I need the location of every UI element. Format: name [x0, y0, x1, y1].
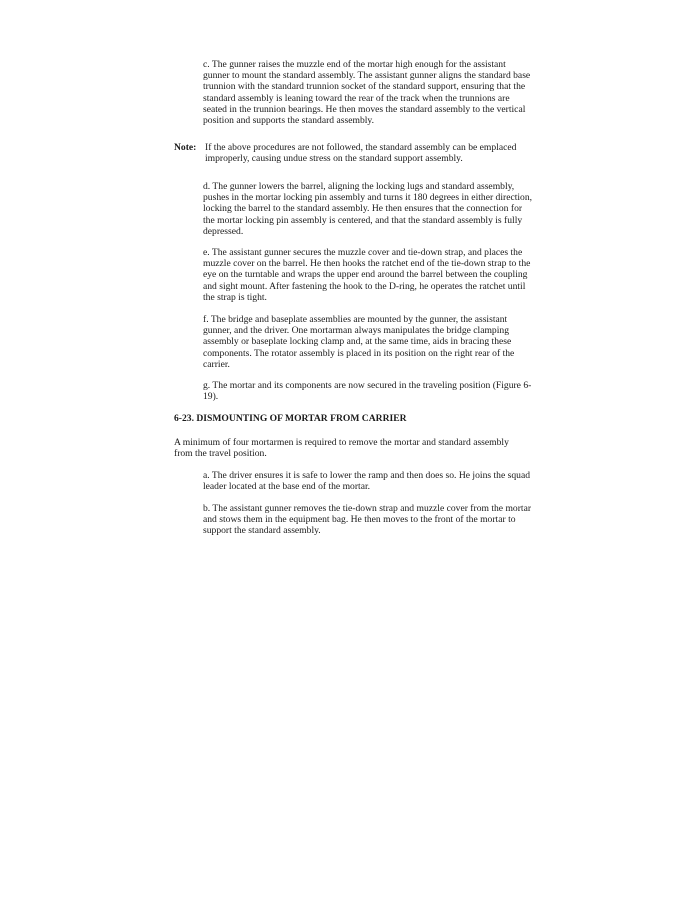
note-label: Note: [174, 142, 197, 153]
note-text: If the above procedures are not followed, the standard assembly can be emplaced improperly, causing undue stress on the standard support assembly. [205, 142, 517, 165]
section-intro: A minimum of four mortarmen is required to remove the mortar and standard assembly from the travel position. [174, 437, 509, 460]
paragraph-b: b. The assistant gunner removes the tie-down strap and muzzle cover from the mortar and stows them in the equipment bag. He then moves to the front of the mortar to support the standard assembly. [203, 503, 532, 537]
paragraph-a: a. The driver ensures it is safe to lower the ramp and then does so. He joins the squad leader located at the base end of the mortar. [203, 470, 530, 493]
paragraph-d: d. The gunner lowers the barrel, aligning the locking lugs and standard assembly, pushes in the mortar locking pin assembly and turns it 180 degrees in either direction, locking the barrel to the standard assembly. He then ensures that the connection for the mortar locking pin assembly is centered, and that the standard assembly is fully depressed. [203, 181, 533, 237]
paragraph-g: g. The mortar and its components are now secured in the traveling position (Figure 6-19). [203, 380, 532, 403]
paragraph-c: c. The gunner raises the muzzle end of the mortar high enough for the assistant gunner to mount the standard assembly. The assistant gunner aligns the standard base trunnion with the standard trunnion socket of the standard support, ensuring that the standard assembly is leaning toward the rear of the track when the trunnions are seated in the trunnion bearings. He then moves the standard assembly to the vertical position and supports the standard assembly. [203, 59, 531, 127]
section-heading: 6-23. DISMOUNTING OF MORTAR FROM CARRIER [174, 413, 407, 424]
paragraph-f: f. The bridge and baseplate assemblies are mounted by the gunner, the assistant gunner, and the driver. One mortarman always manipulates the bridge clamping assembly or baseplate locking clamp and, at the same time, aids in bracing these components. The rotator assembly is placed in its position on the right rear of the carrier. [203, 314, 515, 370]
paragraph-e: e. The assistant gunner secures the muzzle cover and tie-down strap, and places the muzzle cover on the barrel. He then hooks the ratchet end of the tie-down strap to the eye on the turntable and wraps the upper end around the barrel between the coupling and sight mount. After fastening the hook to the D-ring, he operates the ratchet until the strap is tight. [203, 247, 531, 303]
